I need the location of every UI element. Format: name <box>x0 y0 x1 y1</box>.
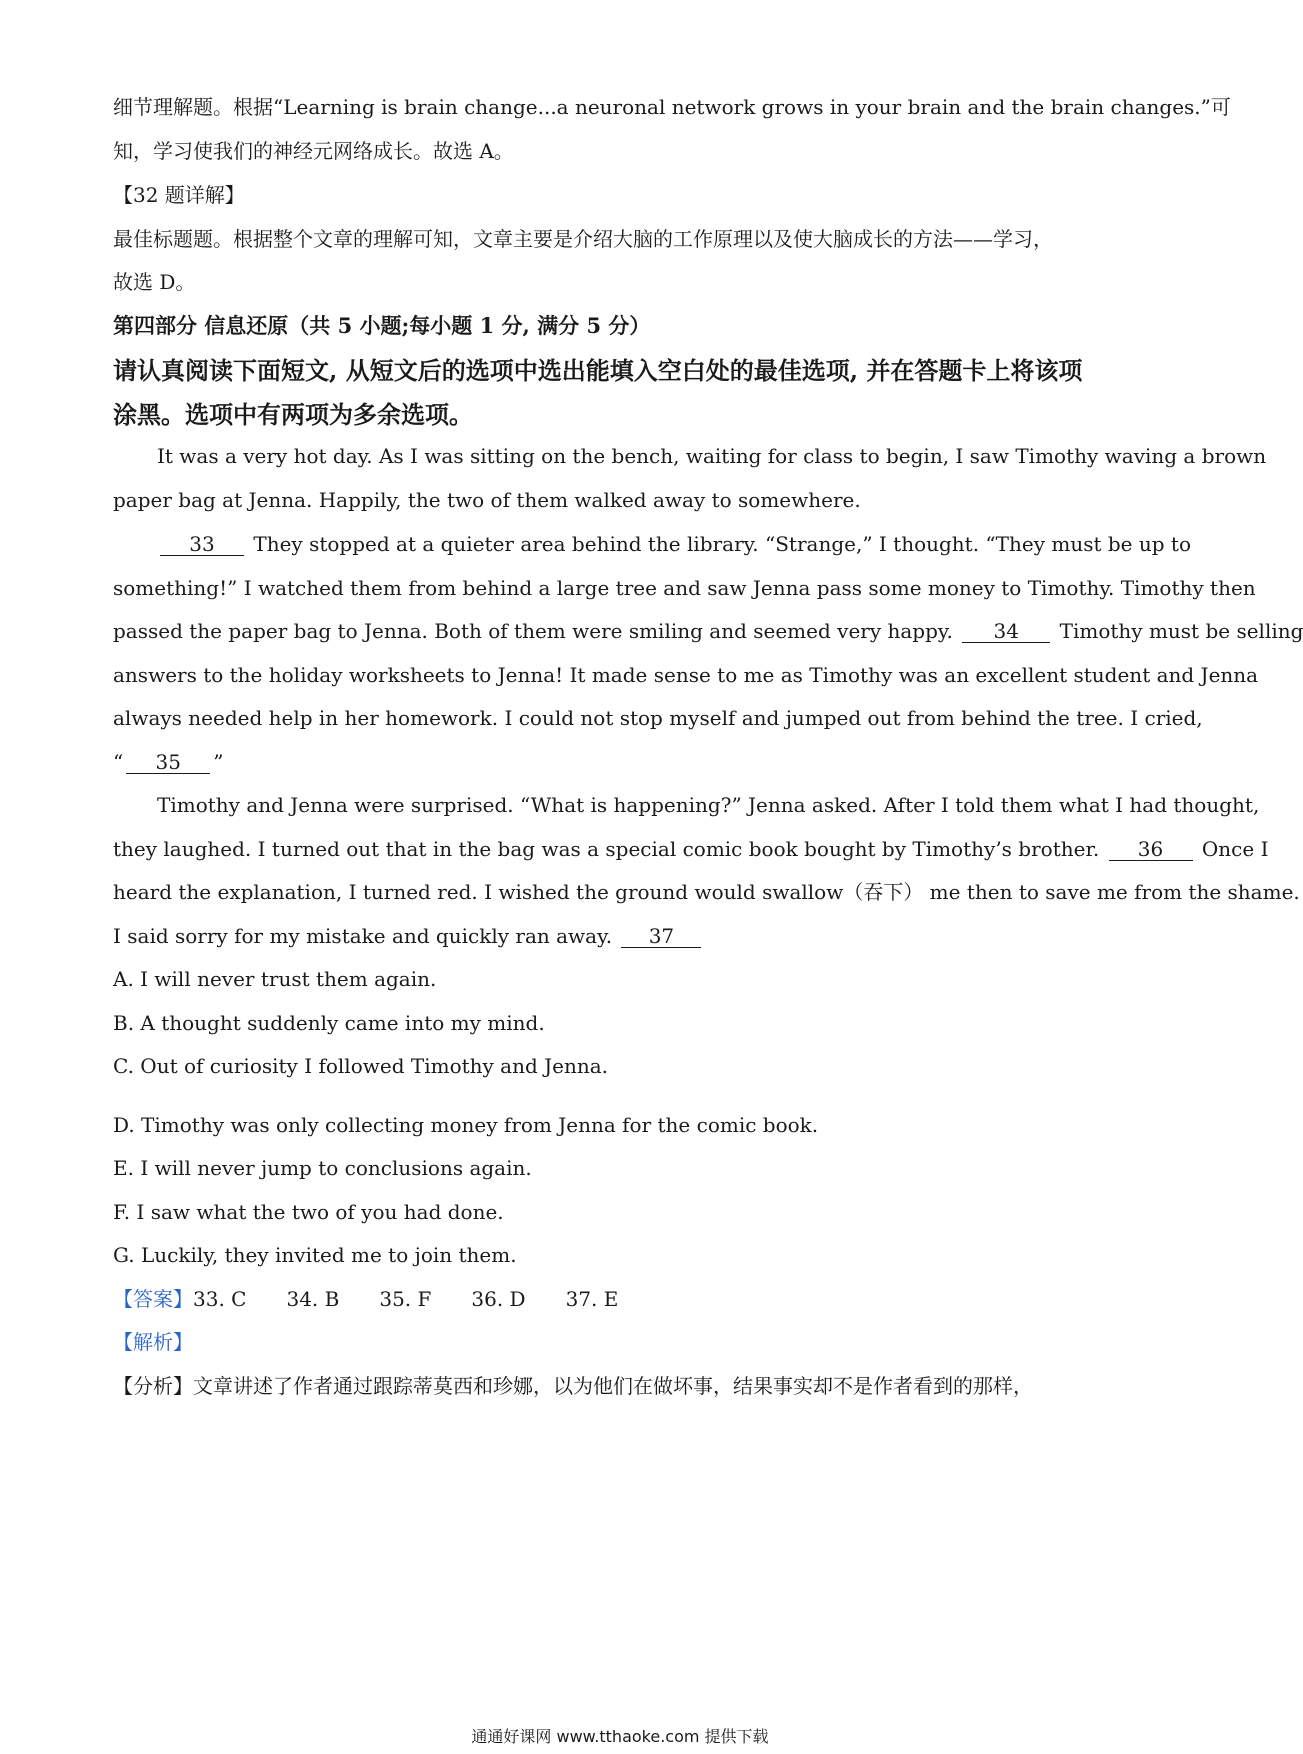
text-line: 故选 D。 <box>113 270 196 294</box>
option-c: C. Out of curiosity I followed Timothy and Jenna. <box>113 1054 609 1078</box>
question-32-heading: 【32 题详解】 <box>113 183 245 207</box>
passage-text: I said sorry for my mistake and quickly ran away. <box>113 924 613 948</box>
passage-line: Timothy and Jenna were surprised. “What is happening?” Jenna asked. After I told them what I had thought, <box>157 793 1260 817</box>
answer-item: 36. D <box>471 1287 526 1311</box>
passage-text: Once I <box>1201 837 1269 861</box>
section-instructions: 请认真阅读下面短文, 从短文后的选项中选出能填入空白处的最佳选项, 并在答题卡上将该项 <box>113 356 1083 385</box>
answer-item: 34. B <box>286 1287 340 1311</box>
answer-line <box>113 1285 1133 1313</box>
passage-line <box>157 530 1191 558</box>
quote-mark: ” <box>213 750 224 774</box>
blank-37: 37 <box>621 925 701 948</box>
blank-33: 33 <box>160 533 244 556</box>
passage-text: passed the paper bag to Jenna. Both of them were smiling and seemed very happy. <box>113 619 953 643</box>
option-g: G. Luckily, they invited me to join them. <box>113 1243 517 1267</box>
analysis-label: 【解析】 <box>113 1330 193 1354</box>
option-d: D. Timothy was only collecting money from Jenna for the comic book. <box>113 1113 819 1137</box>
passage-line: something!” I watched them from behind a large tree and saw Jenna pass some money to Timothy. Timothy then <box>113 576 1256 600</box>
text-line: 细节理解题。根据“Learning is brain change...a neuronal network grows in your brain and the brain changes.”可 <box>113 95 1231 119</box>
passage-text: Timothy must be selling <box>1059 619 1303 643</box>
passage-line: always needed help in her homework. I could not stop myself and jumped out from behind the tree. I cried, <box>113 706 1203 730</box>
option-b: B. A thought suddenly came into my mind. <box>113 1011 545 1035</box>
passage-line <box>113 748 1133 776</box>
passage-line: paper bag at Jenna. Happily, the two of them walked away to somewhere. <box>113 488 861 512</box>
fenxi-label: 【分析】 <box>113 1374 193 1398</box>
fenxi-text: 文章讲述了作者通过跟踪蒂莫西和珍娜，以为他们在做坏事，结果事实却不是作者看到的那样， <box>193 1374 1033 1398</box>
passage-line <box>113 617 1303 645</box>
option-f: F. I saw what the two of you had done. <box>113 1200 504 1224</box>
option-a: A. I will never trust them again. <box>113 967 437 991</box>
passage-line: answers to the holiday worksheets to Jenna! It made sense to me as Timothy was an excellent student and Jenna <box>113 663 1259 687</box>
passage-line <box>113 835 1269 863</box>
quote-mark: “ <box>113 750 124 774</box>
analysis-line <box>113 1372 1133 1400</box>
passage-line: It was a very hot day. As I was sitting on the bench, waiting for class to begin, I saw Timothy waving a brown <box>157 444 1267 468</box>
text-line: 知，学习使我们的神经元网络成长。故选 A。 <box>113 139 514 163</box>
answer-label: 【答案】 <box>113 1287 193 1311</box>
blank-36: 36 <box>1109 838 1193 861</box>
page-footer: 通通好课网 www.tthaoke.com 提供下载 <box>471 1727 769 1746</box>
section-title: 第四部分 信息还原（共 5 小题;每小题 1 分, 满分 5 分） <box>113 313 651 338</box>
option-e: E. I will never jump to conclusions again. <box>113 1156 532 1180</box>
section-instructions: 涂黑。选项中有两项为多余选项。 <box>113 400 473 429</box>
text-line: 最佳标题题。根据整个文章的理解可知，文章主要是介绍大脑的工作原理以及使大脑成长的方法——学习， <box>113 227 1053 251</box>
answer-item: 35. F <box>379 1287 432 1311</box>
answer-item: 37. E <box>565 1287 619 1311</box>
blank-35: 35 <box>126 751 210 774</box>
passage-line <box>113 922 1133 950</box>
passage-text: They stopped at a quieter area behind the library. “Strange,” I thought. “They must be up to <box>253 532 1191 556</box>
blank-34: 34 <box>962 620 1050 643</box>
passage-line: heard the explanation, I turned red. I wished the ground would swallow（吞下） me then to save me from the shame. <box>113 880 1300 904</box>
passage-text: they laughed. I turned out that in the bag was a special comic book bought by Timothy’s brother. <box>113 837 1100 861</box>
answer-item: 33. C <box>193 1287 247 1311</box>
